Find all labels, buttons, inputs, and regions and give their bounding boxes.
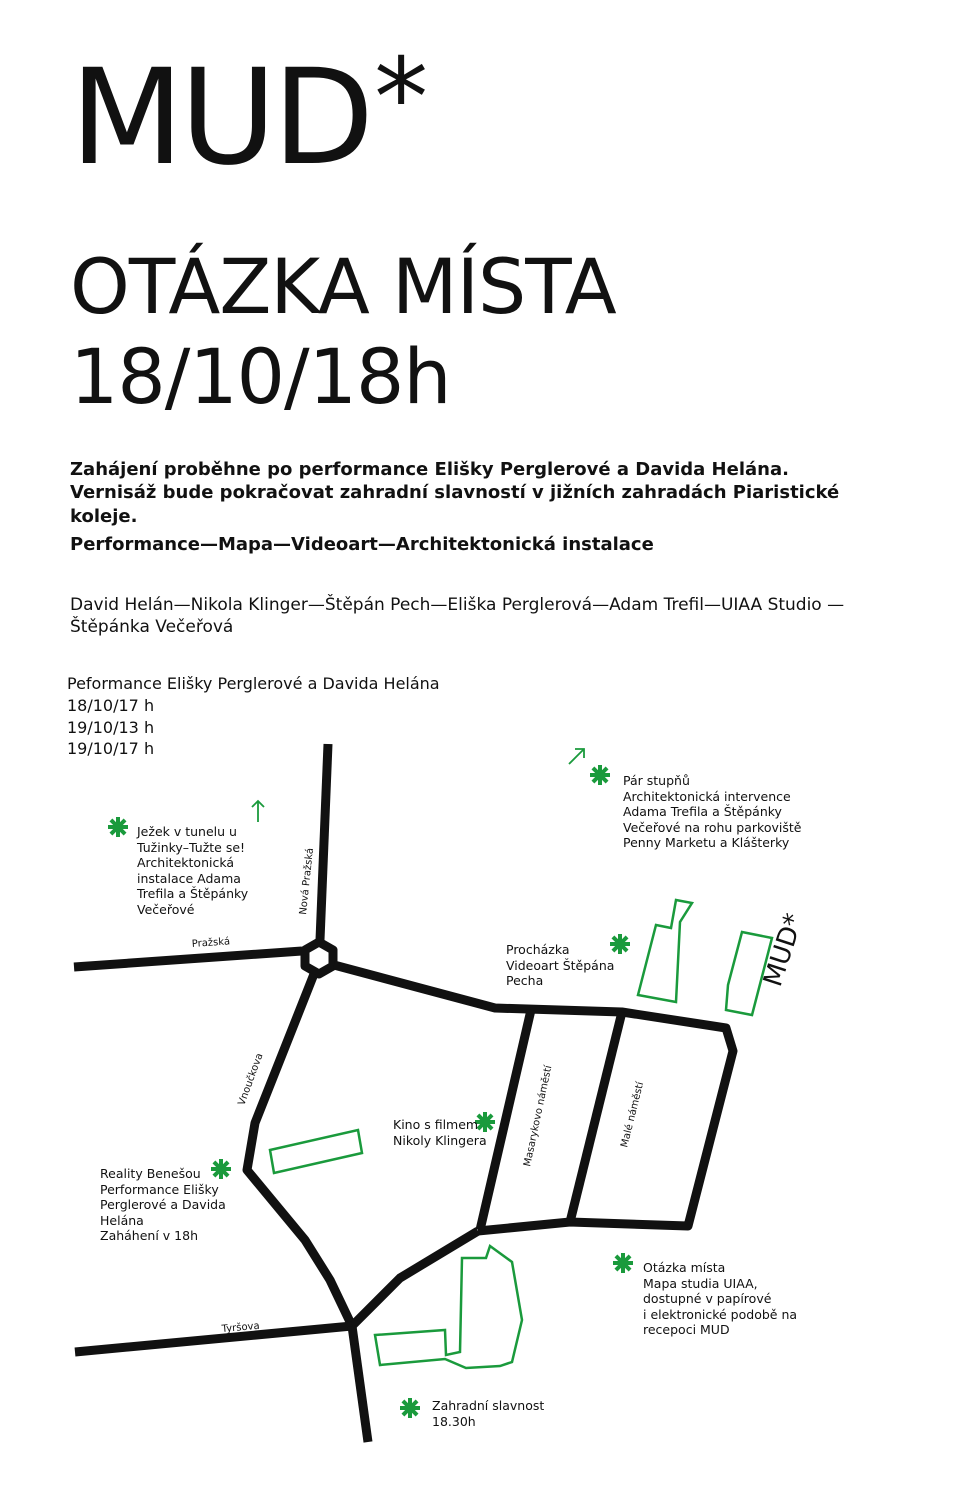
road-male (570, 1012, 622, 1222)
title-line-2: 18/10/18h (70, 331, 451, 421)
asterisk-marker-icon (400, 1398, 420, 1418)
street-label-male: Malé náměstí (619, 1080, 647, 1149)
title-line-1: OTÁZKA MÍSTA (70, 242, 616, 331)
road-south (352, 1326, 368, 1442)
mud-map-label: MUD* (758, 910, 810, 991)
marker-label-jezek: Ježek v tunelu u Tužinky–Tužte se! Architektonická instalace Adama Trefila a Štěpánky Večeřové (137, 824, 249, 917)
performance-heading: Peformance Elišky Perglerové a Davida Helána (67, 674, 440, 693)
roundabout (305, 942, 333, 974)
categories-text: Performance—Mapa—Videoart—Architektonická instalace (70, 534, 654, 555)
road-south-link (352, 1231, 478, 1326)
arrow-icon (252, 801, 264, 822)
marker-label-kino: Kino s filmem Nikoly Klingera (393, 1117, 487, 1148)
performance-date: 19/10/13 h (67, 717, 155, 737)
marker-label-zahradni: Zahradní slavnost 18.30h (432, 1398, 545, 1429)
marker-label-prochazka: Procházka Videoart Štěpána Pecha (506, 942, 615, 988)
marker-label-reality: Reality Benešou Performance Elišky Perglerové a Davida Helána Zaháhení v 18h (100, 1166, 226, 1243)
asterisk-marker-icon (613, 1253, 633, 1273)
artists-list: David Helán—Nikola Klinger—Štěpán Pech—Eliška Perglerová—Adam Trefil—UIAA Studio —Štěpánka Večeřová (70, 595, 845, 638)
marker-label-otazka: Otázka místa Mapa studia UIAA, dostupné v papírové i elektronické podobě na recepoci MUD (643, 1260, 798, 1337)
street-label-tyrsova: Tyršova (221, 1320, 261, 1335)
logo-text: MUD (70, 41, 371, 195)
performance-date: 18/10/17 h (67, 695, 155, 715)
street-label-nova-prazska: Nová Pražská (298, 847, 317, 916)
performance-date: 19/10/17 h (67, 739, 155, 759)
marker-label-par-stupnu: Pár stupňů Architektonická intervence Adama Trefila a Štěpánky Večeřové na rohu parkoviště Penny Marketu a Klášterky (623, 773, 802, 850)
street-label-prazska: Pražská (191, 936, 231, 950)
intro-text: Zahájení proběhne po performance Elišky Perglerové a Davida Helána. Vernisáž bude pokračovat zahradní slavností v jižních zahradách Piaristické koleje. (70, 459, 840, 527)
road-prazska (74, 951, 302, 967)
asterisk-marker-icon (108, 817, 128, 837)
road-tyrsova (75, 1326, 352, 1352)
street-label-masarykovo: Masarykovo náměstí (522, 1064, 555, 1168)
building-outline (638, 900, 692, 1002)
building-outline (270, 1130, 362, 1173)
logo-asterisk: * (374, 36, 425, 161)
road-nova-prazska (320, 744, 328, 940)
road-vnouckova (247, 974, 352, 1326)
asterisk-marker-icon (590, 765, 610, 785)
street-label-vnouckova: Vnoučkova (236, 1051, 266, 1108)
arrow-icon (569, 749, 584, 764)
building-outline (375, 1246, 522, 1368)
road-main-east (334, 965, 733, 1231)
